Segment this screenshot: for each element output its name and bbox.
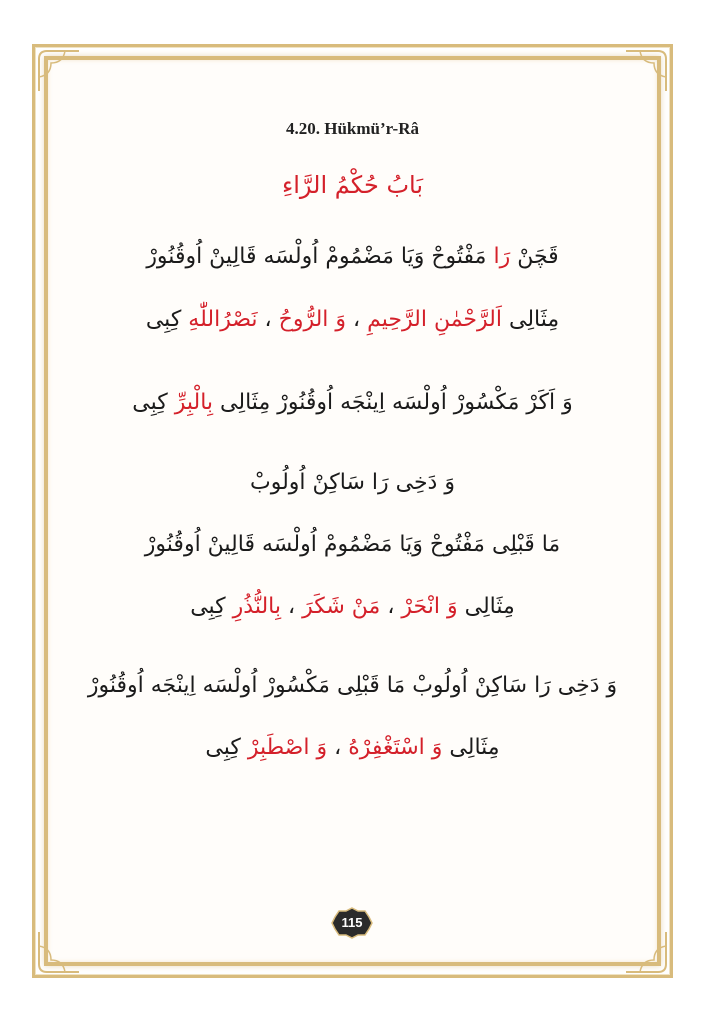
line-text: ،	[280, 594, 303, 619]
line-text: مِثَالِى	[457, 594, 515, 619]
corner-ornament-top-right	[622, 47, 670, 95]
highlighted-example: وَ اصْطَبِرْ	[247, 735, 328, 760]
highlighted-example: اَلرَّحْمٰنِ الرَّحِيمِ	[367, 307, 502, 332]
page-number: 115	[341, 915, 363, 930]
corner-ornament-top-left	[35, 47, 83, 95]
line-text: ،	[327, 735, 349, 760]
highlighted-example: بِالْبِرِّ	[174, 390, 214, 415]
text-line	[60, 735, 645, 760]
line-text: قَچَنْ	[510, 244, 559, 269]
line-text: وَ اَكَرْ مَكْسُورْ اُولْسَه اِينْجَه اُوقُنُورْ مِثَالِى	[213, 390, 573, 415]
section-title: 4.20. Hükmü’r-Râ	[285, 119, 419, 138]
text-line	[60, 532, 645, 557]
text-line	[60, 307, 645, 332]
line-text: ،	[257, 307, 279, 332]
line-text: ،	[346, 307, 368, 332]
line-text: مَفْتُوحْ وَيَا مَضْمُومْ اُولْسَه قَالِينْ اُوقُنُورْ	[146, 244, 494, 269]
highlighted-example: مَنْ شَكَرَ	[302, 594, 381, 619]
line-text: كِبِى	[190, 594, 233, 619]
highlighted-example: بِالنُّذُرِ	[232, 594, 281, 619]
line-text: وَ دَخِى رَا سَاكِنْ اُولُوبْ	[250, 470, 455, 495]
arabic-heading: بَابُ حُكْمُ الرَّاءِ	[281, 171, 424, 199]
highlighted-example: وَ اسْتَغْفِرْهُ	[348, 735, 443, 760]
line-text: مَا قَبْلِى مَفْتُوحْ وَيَا مَضْمُومْ اُولْسَه قَالِينْ اُوقُنُورْ	[144, 532, 561, 557]
text-line	[60, 244, 645, 269]
text-line	[60, 673, 645, 698]
highlighted-example: وَ انْحَرْ	[401, 594, 458, 619]
line-text: كِبِى	[132, 390, 175, 415]
highlighted-example: رَا	[493, 244, 511, 269]
line-text: مِثَالِى	[501, 307, 560, 332]
corner-ornament-bottom-right	[622, 928, 670, 976]
text-line	[60, 470, 645, 495]
highlighted-example: نَصْرُاللّٰهِ	[188, 307, 258, 332]
text-line	[60, 390, 645, 415]
corner-ornament-bottom-left	[35, 928, 83, 976]
line-text: ،	[380, 594, 402, 619]
line-text: كِبِى	[205, 735, 248, 760]
text-line	[60, 594, 645, 619]
line-text: كِبِى	[145, 307, 189, 332]
line-text: وَ دَخِى رَا سَاكِنْ اُولُوبْ مَا قَبْلِى مَكْسُورْ اُولْسَه اِينْجَه اُوقُنُورْ	[87, 673, 618, 698]
highlighted-example: وَ الرُّوحُ	[278, 307, 347, 332]
line-text: مِثَالِى	[442, 735, 500, 760]
page-number-badge	[331, 907, 373, 939]
